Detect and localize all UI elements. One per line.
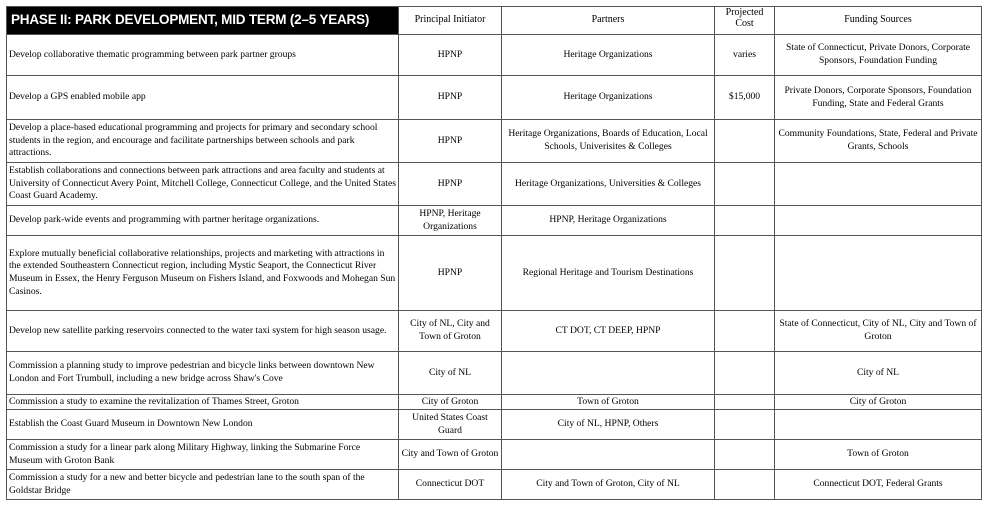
- table-row: [7, 395, 982, 410]
- cost-cell: [715, 236, 775, 311]
- col-header-partners: Partners: [502, 7, 715, 35]
- action-cell: Commission a study for a new and better bicycle and pedestrian lane to the south span of the Goldstar Bridge: [7, 470, 399, 500]
- initiator-cell: HPNP: [399, 163, 502, 206]
- action-cell: Develop new satellite parking reservoirs connected to the water taxi system for high season usage.: [7, 311, 399, 352]
- phase-title: PHASE II: PARK DEVELOPMENT, MID TERM (2–5 YEARS): [7, 7, 399, 35]
- partners-cell: Heritage Organizations: [502, 76, 715, 120]
- funding-cell: Connecticut DOT, Federal Grants: [775, 470, 982, 500]
- initiator-cell: HPNP, Heritage Organizations: [399, 206, 502, 236]
- col-header-funding: Funding Sources: [775, 7, 982, 35]
- cost-cell: [715, 410, 775, 440]
- cost-cell: [715, 395, 775, 410]
- cost-cell: [715, 440, 775, 470]
- initiator-cell: HPNP: [399, 35, 502, 76]
- partners-cell: City of NL, HPNP, Others: [502, 410, 715, 440]
- partners-cell: [502, 352, 715, 395]
- cost-cell: [715, 120, 775, 163]
- partners-cell: [502, 440, 715, 470]
- action-cell: Explore mutually beneficial collaborative relationships, projects and marketing with attractions in the extended Southeastern Connecticut region, including Mystic Seaport, the Connecticut River Museum in Essex, the Henry Ferguson Museum on Fishers Island, and Foxwoods and Mohegan Sun Casinos.: [7, 236, 399, 311]
- table-header-row: [7, 7, 982, 35]
- funding-cell: City of Groton: [775, 395, 982, 410]
- initiator-cell: City and Town of Groton: [399, 440, 502, 470]
- funding-cell: Town of Groton: [775, 440, 982, 470]
- partners-cell: CT DOT, CT DEEP, HPNP: [502, 311, 715, 352]
- table-row: [7, 470, 982, 500]
- cost-cell: [715, 352, 775, 395]
- partners-cell: Heritage Organizations: [502, 35, 715, 76]
- action-cell: Commission a study for a linear park along Military Highway, linking the Submarine Force Museum with Groton Bank: [7, 440, 399, 470]
- partners-cell: Regional Heritage and Tourism Destinations: [502, 236, 715, 311]
- table-row: [7, 35, 982, 76]
- partners-cell: Town of Groton: [502, 395, 715, 410]
- table-row: [7, 352, 982, 395]
- funding-cell: [775, 163, 982, 206]
- phase-ii-table: [6, 6, 982, 500]
- cost-cell: $15,000: [715, 76, 775, 120]
- table-row: [7, 440, 982, 470]
- action-cell: Develop a place-based educational programming and projects for primary and secondary school students in the region, and encourage and facilitate partnerships between schools and park attractions.: [7, 120, 399, 163]
- col-header-initiator: Principal Initiator: [399, 7, 502, 35]
- initiator-cell: HPNP: [399, 120, 502, 163]
- initiator-cell: United States Coast Guard: [399, 410, 502, 440]
- action-cell: Commission a study to examine the revitalization of Thames Street, Groton: [7, 395, 399, 410]
- cost-cell: [715, 470, 775, 500]
- funding-cell: Private Donors, Corporate Sponsors, Foundation Funding, State and Federal Grants: [775, 76, 982, 120]
- partners-cell: Heritage Organizations, Boards of Education, Local Schools, Univerisites & Colleges: [502, 120, 715, 163]
- table-row: [7, 311, 982, 352]
- partners-cell: HPNP, Heritage Organizations: [502, 206, 715, 236]
- table-row: [7, 76, 982, 120]
- funding-cell: City of NL: [775, 352, 982, 395]
- action-cell: Establish collaborations and connections between park attractions and area faculty and students at University of Connecticut Avery Point, Mitchell College, Connecticut College, and the United States Coast Guard Academy.: [7, 163, 399, 206]
- funding-cell: State of Connecticut, Private Donors, Corporate Sponsors, Foundation Funding: [775, 35, 982, 76]
- funding-cell: [775, 236, 982, 311]
- table-row: [7, 206, 982, 236]
- initiator-cell: City of NL, City and Town of Groton: [399, 311, 502, 352]
- cost-cell: [715, 206, 775, 236]
- funding-cell: Community Foundations, State, Federal and Private Grants, Schools: [775, 120, 982, 163]
- action-cell: Develop collaborative thematic programming between park partner groups: [7, 35, 399, 76]
- col-header-cost: Projected Cost: [715, 7, 775, 35]
- action-cell: Commission a planning study to improve pedestrian and bicycle links between downtown New London and Fort Trumbull, including a new bridge across Shaw's Cove: [7, 352, 399, 395]
- action-cell: Develop a GPS enabled mobile app: [7, 76, 399, 120]
- table-row: [7, 410, 982, 440]
- cost-cell: [715, 163, 775, 206]
- table-row: [7, 236, 982, 311]
- partners-cell: Heritage Organizations, Universities & Colleges: [502, 163, 715, 206]
- funding-cell: [775, 206, 982, 236]
- initiator-cell: HPNP: [399, 76, 502, 120]
- initiator-cell: City of Groton: [399, 395, 502, 410]
- initiator-cell: HPNP: [399, 236, 502, 311]
- table-row: [7, 120, 982, 163]
- initiator-cell: Connecticut DOT: [399, 470, 502, 500]
- initiator-cell: City of NL: [399, 352, 502, 395]
- action-cell: Establish the Coast Guard Museum in Downtown New London: [7, 410, 399, 440]
- partners-cell: City and Town of Groton, City of NL: [502, 470, 715, 500]
- action-cell: Develop park-wide events and programming with partner heritage organizations.: [7, 206, 399, 236]
- table-row: [7, 163, 982, 206]
- cost-cell: varies: [715, 35, 775, 76]
- cost-cell: [715, 311, 775, 352]
- funding-cell: [775, 410, 982, 440]
- funding-cell: State of Connecticut, City of NL, City and Town of Groton: [775, 311, 982, 352]
